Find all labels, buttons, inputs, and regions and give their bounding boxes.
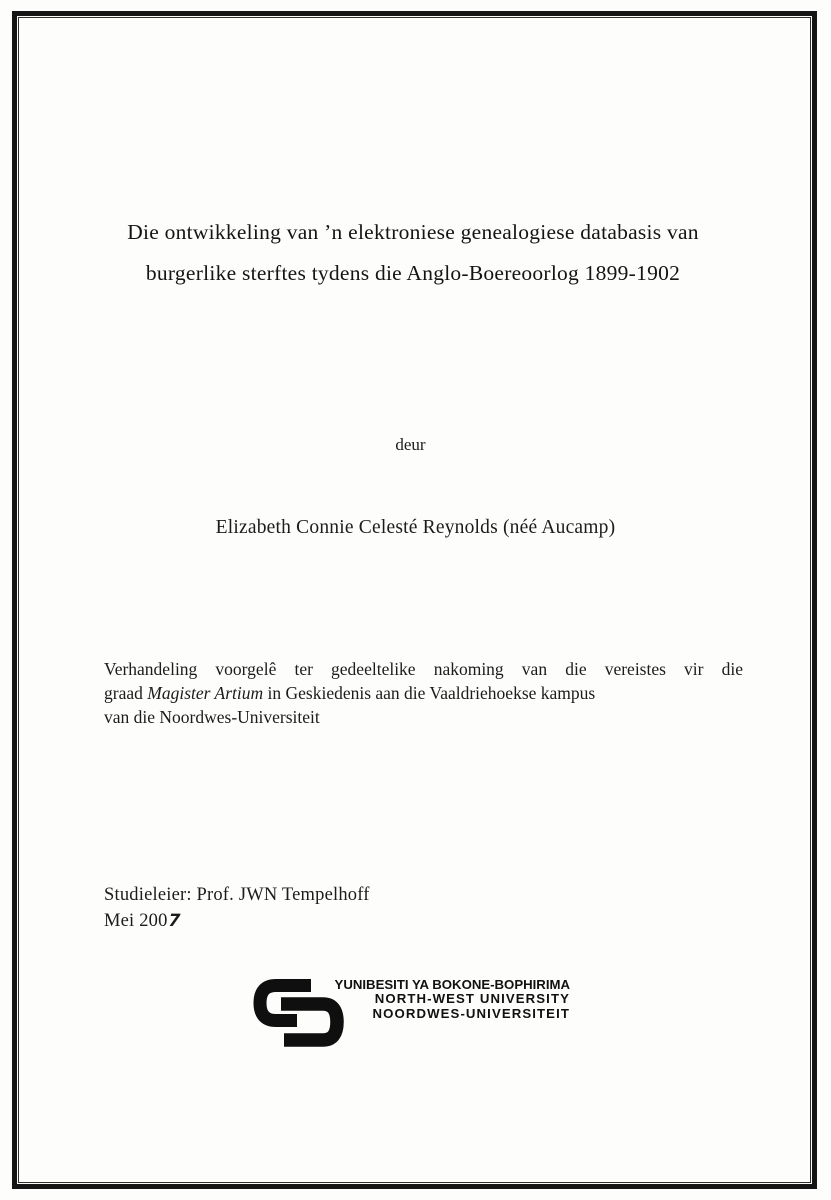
byline-label: deur [395,435,426,454]
university-logo-text [317,978,570,1021]
thesis-title-line2: burgerlike sterftes tydens die Anglo-Boereoorlog 1899-1902 [145,261,681,285]
submission-statement [104,658,743,729]
date-last-digit: 7 [165,910,183,931]
submission-line3: van die Noordwes-Universiteit [104,706,320,727]
supervisor-line: Studieleier: Prof. JWN Tempelhoff [104,885,370,905]
author-name: Elizabeth Connie Celesté Reynolds (néé Aucamp) [215,517,616,538]
thesis-title-line1: Die ontwikkeling van ’n elektroniese genealogiese databasis van [127,220,699,244]
university-logo [252,974,582,1054]
thesis-title [50,212,776,294]
submission-line2-prefix: graad [104,682,148,703]
date-prefix: Mei 200 [104,910,168,931]
submission-line2 [104,682,743,706]
date-line [104,909,370,935]
degree-name-italic: Magister Artium [147,682,264,703]
submission-line1: Verhandeling voorgelê ter gedeeltelike nakoming van die vereistes vir die [104,659,743,679]
logo-line-english: NORTH-WEST UNIVERSITY [374,991,570,1007]
logo-line-afrikaans: NOORDWES-UNIVERSITEIT [372,1005,570,1021]
supervisor-block [104,883,370,934]
submission-line2-suffix: in Geskiedenis aan die Vaaldriehoekse kampus [263,682,596,703]
logo-line-setswana: YUNIBESITI YA BOKONE-BOPHIRIMA [334,977,570,992]
